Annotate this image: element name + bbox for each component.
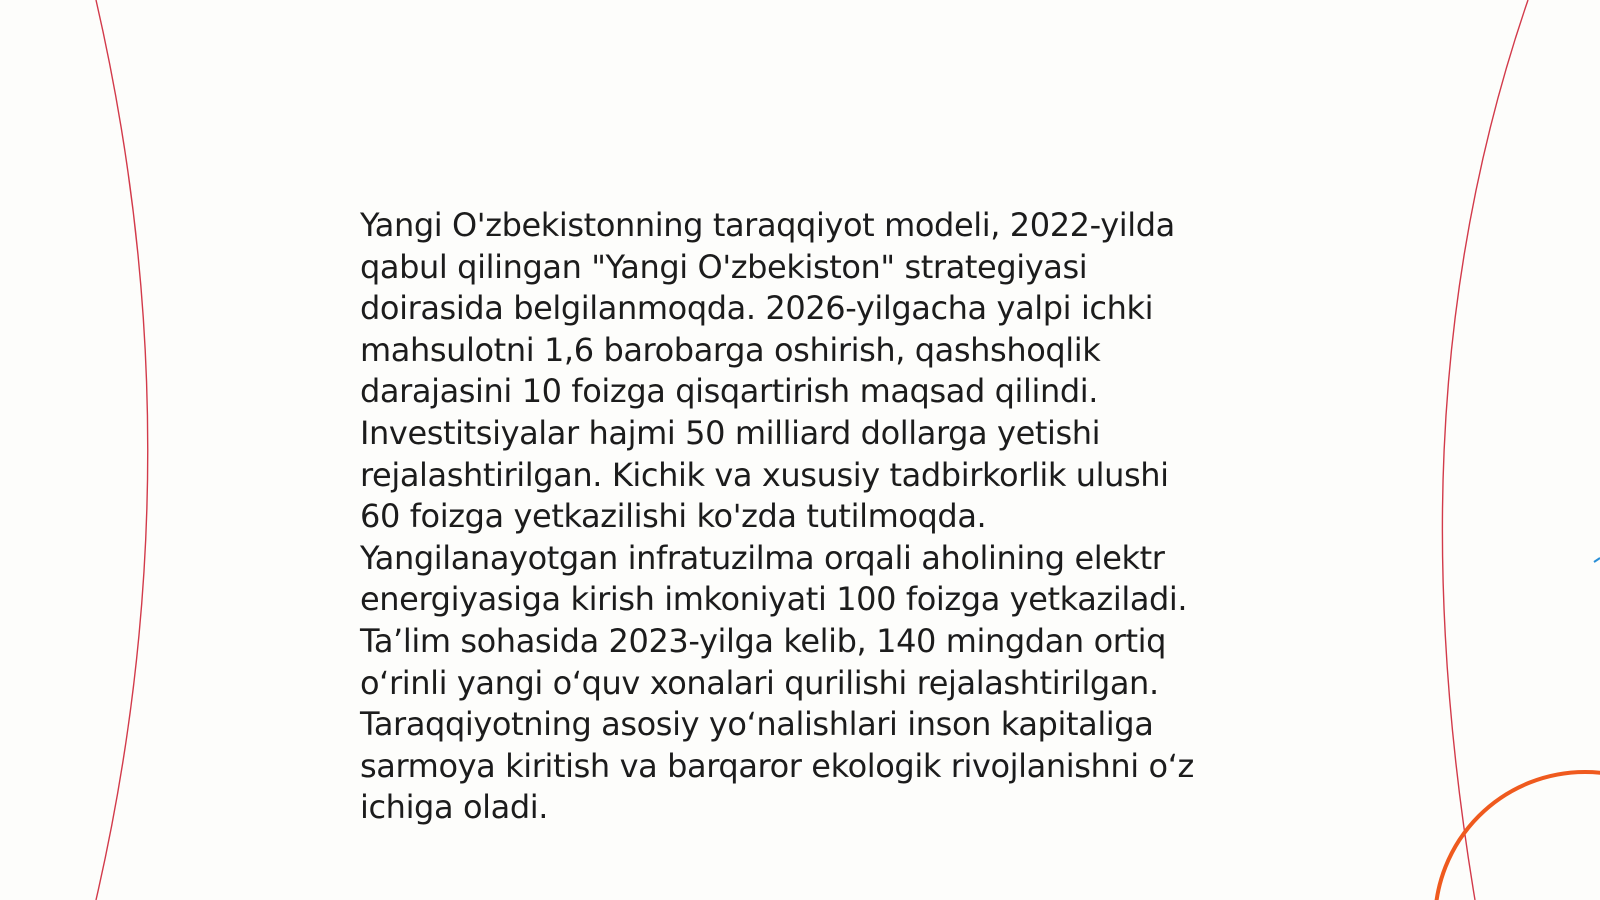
left-curve-line (96, 0, 148, 900)
body-line: doirasida belgilanmoqda. 2026-yilgacha yalpi ichki (360, 289, 1154, 328)
body-line: ichiga oladi. (360, 788, 549, 827)
body-line: rejalashtirilgan. Kichik va xususiy tadbirkorlik ulushi (360, 455, 1169, 494)
body-line: mahsulotni 1,6 barobarga oshirish, qashshoqlik (360, 330, 1101, 369)
body-line: darajasini 10 foizga qisqartirish maqsad qilindi. (360, 372, 1099, 411)
body-line: Investitsiyalar hajmi 50 milliard dollarga yetishi (360, 413, 1101, 452)
body-line: sarmoya kiritish va barqaror ekologik rivojlanishni o‘z (360, 746, 1194, 785)
body-line: Taraqqiyotning asosiy yo‘nalishlari inson kapitaliga (360, 705, 1154, 744)
body-line: Yangi O'zbekistonning taraqqiyot modeli, 2022-yilda (360, 206, 1175, 244)
blue-accent-mark (1594, 558, 1600, 562)
body-line: energiyasiga kirish imkoniyati 100 foizga yetkaziladi. (360, 580, 1188, 619)
right-curve-line (1442, 0, 1528, 900)
body-line: o‘rinli yangi o‘quv xonalari qurilishi rejalashtirilgan. (360, 663, 1159, 702)
body-line: 60 foizga yetkazilishi ko'zda tutilmoqda. (360, 497, 987, 536)
body-line: qabul qilingan "Yangi O'zbekiston" strategiyasi (360, 247, 1088, 286)
body-line: Yangilanayotgan infratuzilma orqali aholining elektr (360, 538, 1165, 577)
body-line: Ta’lim sohasida 2023-yilga kelib, 140 mingdan ortiq (360, 621, 1167, 660)
body-paragraph (360, 205, 1240, 829)
